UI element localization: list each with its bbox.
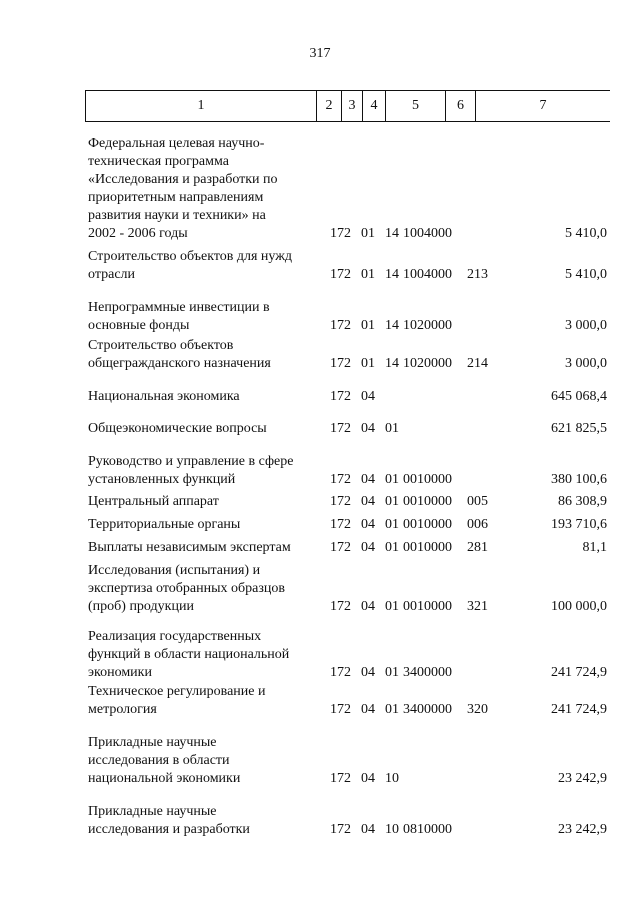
row-code-vr: 006 <box>467 517 488 532</box>
row-code-rz: 04 <box>361 822 375 837</box>
row-label: Территориальные органы <box>88 517 241 532</box>
row-code-rz: 04 <box>361 599 375 614</box>
row-label: Непрограммные инвестиции в основные фонды <box>88 300 270 333</box>
row-code-pr: 01 <box>385 421 399 436</box>
row-code-pr: 01 <box>385 540 399 555</box>
row-code-gl: 172 <box>330 822 351 837</box>
row-amount: 241 724,9 <box>551 665 607 680</box>
row-code-cs: 3400000 <box>403 665 452 680</box>
row-code-rz: 04 <box>361 421 375 436</box>
row-code-vr: 320 <box>467 702 488 717</box>
row-code-gl: 172 <box>330 771 351 786</box>
row-amount: 241 724,9 <box>551 702 607 717</box>
row-label: Национальная экономика <box>88 389 240 404</box>
row-amount: 100 000,0 <box>551 599 607 614</box>
row-code-cs: 0010000 <box>403 517 452 532</box>
row-code-pr: 14 <box>385 356 399 371</box>
row-code-rz: 04 <box>361 540 375 555</box>
row-code-cs: 1004000 <box>403 226 452 241</box>
row-code-rz: 04 <box>361 665 375 680</box>
row-code-rz: 04 <box>361 389 375 404</box>
row-label: Общеэкономические вопросы <box>88 421 267 436</box>
header-col-4: 4 <box>363 91 386 121</box>
row-code-pr: 10 <box>385 771 399 786</box>
row-code-vr: 281 <box>467 540 488 555</box>
row-code-cs: 1020000 <box>403 318 452 333</box>
row-label: Строительство объектов общегражданского назначения <box>88 338 271 371</box>
row-code-gl: 172 <box>330 267 351 282</box>
header-col-5: 5 <box>386 91 446 121</box>
row-code-gl: 172 <box>330 540 351 555</box>
row-code-gl: 172 <box>330 599 351 614</box>
row-code-rz: 01 <box>361 267 375 282</box>
row-code-rz: 01 <box>361 318 375 333</box>
header-col-3: 3 <box>342 91 363 121</box>
row-code-pr: 01 <box>385 494 399 509</box>
row-code-gl: 172 <box>330 472 351 487</box>
row-label: Федеральная целевая научно- техническая программа «Исследования и разработки по приоритетным направлениям развития науки и техники» на 2002 - 2006 годы <box>88 136 278 241</box>
row-label: Техническое регулирование и метрология <box>88 684 266 717</box>
row-code-pr: 01 <box>385 665 399 680</box>
row-code-cs: 3400000 <box>403 702 452 717</box>
row-code-pr: 10 <box>385 822 399 837</box>
header-col-6: 6 <box>446 91 476 121</box>
row-code-gl: 172 <box>330 421 351 436</box>
row-code-pr: 01 <box>385 599 399 614</box>
row-amount: 3 000,0 <box>565 318 607 333</box>
row-code-gl: 172 <box>330 318 351 333</box>
row-code-rz: 04 <box>361 494 375 509</box>
row-code-gl: 172 <box>330 226 351 241</box>
header-col-7: 7 <box>539 98 547 113</box>
row-code-gl: 172 <box>330 389 351 404</box>
page-number: 317 <box>309 46 331 61</box>
row-code-pr: 14 <box>385 318 399 333</box>
row-label: Реализация государственных функций в области национальной экономики <box>88 629 290 680</box>
row-code-cs: 1004000 <box>403 267 452 282</box>
row-code-cs: 0010000 <box>403 540 452 555</box>
row-code-cs: 0810000 <box>403 822 452 837</box>
row-code-gl: 172 <box>330 517 351 532</box>
row-amount: 23 242,9 <box>558 771 607 786</box>
row-code-pr: 01 <box>385 702 399 717</box>
row-amount: 86 308,9 <box>558 494 607 509</box>
row-code-vr: 214 <box>467 356 488 371</box>
row-amount: 5 410,0 <box>565 267 607 282</box>
row-code-vr: 213 <box>467 267 488 282</box>
row-amount: 3 000,0 <box>565 356 607 371</box>
row-code-vr: 005 <box>467 494 488 509</box>
row-code-gl: 172 <box>330 702 351 717</box>
row-amount: 23 242,9 <box>558 822 607 837</box>
row-code-rz: 04 <box>361 702 375 717</box>
row-amount: 380 100,6 <box>551 472 607 487</box>
row-label: Выплаты независимым экспертам <box>88 540 291 555</box>
row-code-cs: 1020000 <box>403 356 452 371</box>
row-code-gl: 172 <box>330 356 351 371</box>
row-code-rz: 01 <box>361 356 375 371</box>
row-code-pr: 01 <box>385 472 399 487</box>
row-label: Прикладные научные исследования в области национальной экономики <box>88 735 241 786</box>
row-code-cs: 0010000 <box>403 494 452 509</box>
row-code-pr: 14 <box>385 267 399 282</box>
row-label: Строительство объектов для нужд отрасли <box>88 249 293 282</box>
row-code-cs: 0010000 <box>403 472 452 487</box>
header-col-2: 2 <box>317 91 342 121</box>
row-code-rz: 01 <box>361 226 375 241</box>
row-code-vr: 321 <box>467 599 488 614</box>
row-amount: 5 410,0 <box>565 226 607 241</box>
header-col-1: 1 <box>86 91 317 121</box>
row-amount: 645 068,4 <box>551 389 607 404</box>
row-label: Исследования (испытания) и экспертиза отобранных образцов (проб) продукции <box>88 563 285 614</box>
row-label: Центральный аппарат <box>88 494 219 509</box>
row-amount: 193 710,6 <box>551 517 607 532</box>
row-code-cs: 0010000 <box>403 599 452 614</box>
row-amount: 81,1 <box>582 540 607 555</box>
row-code-pr: 14 <box>385 226 399 241</box>
row-amount: 621 825,5 <box>551 421 607 436</box>
row-label: Прикладные научные исследования и разработки <box>88 804 250 837</box>
row-code-pr: 01 <box>385 517 399 532</box>
row-code-gl: 172 <box>330 665 351 680</box>
row-label: Руководство и управление в сфере установленных функций <box>88 454 294 487</box>
row-code-rz: 04 <box>361 771 375 786</box>
row-code-gl: 172 <box>330 494 351 509</box>
row-code-rz: 04 <box>361 472 375 487</box>
row-code-rz: 04 <box>361 517 375 532</box>
